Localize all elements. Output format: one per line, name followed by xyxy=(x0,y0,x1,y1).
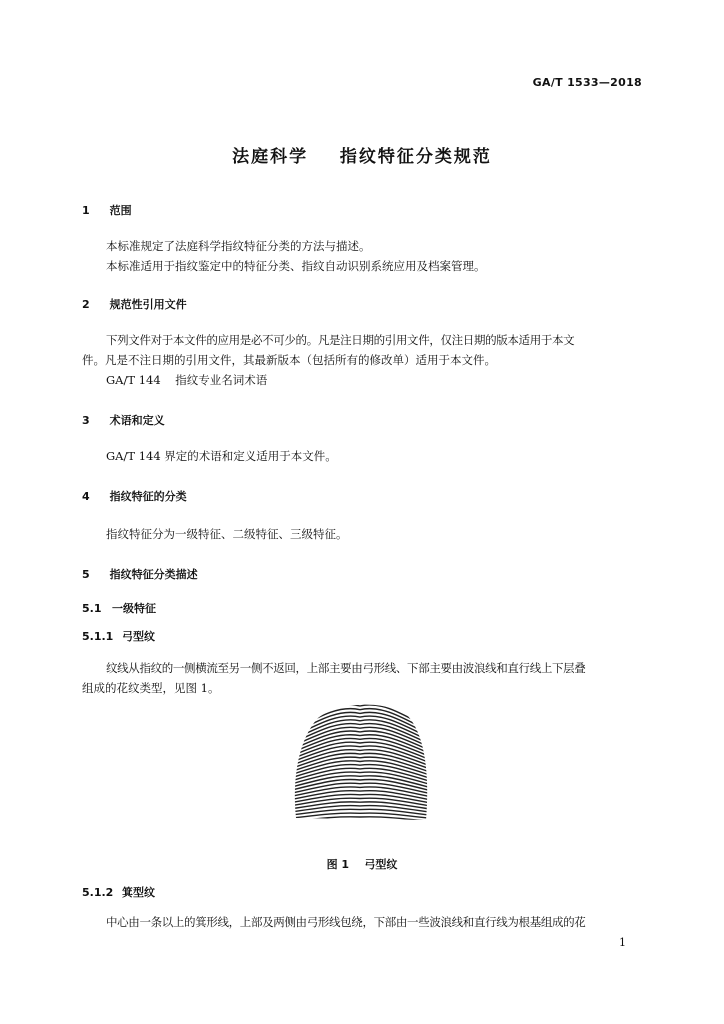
terms-paragraph: GA/T 144 界定的术语和定义适用于本文件。 xyxy=(106,449,337,463)
arch-paragraph-line-1: 纹线从指纹的一侧横流至另一侧不返回，上部主要由弓形线、下部主要由波浪线和直行线上下层叠 xyxy=(106,661,586,675)
references-paragraph-line-2: 件。凡是不注日期的引用文件，其最新版本（包括所有的修改单）适用于本文件。 xyxy=(82,353,496,367)
section-title: 弓型纹 xyxy=(122,630,155,643)
section-number: 1 xyxy=(82,204,90,217)
scope-paragraph-1: 本标准规定了法庭科学指纹特征分类的方法与描述。 xyxy=(106,239,371,253)
document-title: 法庭科学 指纹特征分类规范 xyxy=(232,147,492,167)
ridge-line xyxy=(288,821,432,825)
section-title: 术语和定义 xyxy=(109,414,165,427)
references-paragraph-line-1: 下列文件对于本文件的应用是必不可少的。凡是注日期的引用文件，仅注日期的版本适用于本文 xyxy=(106,333,575,347)
ridge-line xyxy=(288,828,432,830)
section-5-1-2-heading xyxy=(82,884,155,900)
ridge-line xyxy=(288,779,432,792)
arch-fingerprint-image xyxy=(288,700,432,830)
section-title: 范围 xyxy=(109,204,132,217)
section-number: 5.1.2 xyxy=(82,886,114,899)
section-title: 一级特征 xyxy=(112,602,156,615)
arch-paragraph-line-2: 组成的花纹类型，见图 1。 xyxy=(82,681,220,695)
section-number: 5.1.1 xyxy=(82,630,114,643)
section-title: 指纹特征分类描述 xyxy=(109,568,198,581)
section-2-heading xyxy=(82,296,187,312)
section-number: 5 xyxy=(82,568,90,581)
section-number: 3 xyxy=(82,414,90,427)
section-3-heading xyxy=(82,412,165,428)
standard-number: GA/T 1533—2018 xyxy=(532,76,642,89)
figure-caption: 图 1 弓型纹 xyxy=(326,858,398,871)
section-1-heading xyxy=(82,202,132,218)
ridge-line xyxy=(288,783,432,795)
classification-paragraph: 指纹特征分为一级特征、二级特征、三级特征。 xyxy=(106,527,348,541)
scope-paragraph-2: 本标准适用于指纹鉴定中的特征分类、指纹自动识别系统应用及档案管理。 xyxy=(106,259,486,273)
section-4-heading xyxy=(82,488,187,504)
section-title: 指纹特征的分类 xyxy=(109,490,187,503)
section-title: 规范性引用文件 xyxy=(109,298,187,311)
section-number: 5.1 xyxy=(82,602,102,615)
section-5-1-1-heading xyxy=(82,628,155,644)
section-5-heading xyxy=(82,566,198,582)
ridge-line xyxy=(288,817,432,822)
ridge-line xyxy=(288,824,432,828)
section-title: 箕型纹 xyxy=(122,886,155,899)
ridge-line xyxy=(288,813,432,819)
section-number: 4 xyxy=(82,490,90,503)
page-number: 1 xyxy=(619,936,626,949)
section-5-1-heading xyxy=(82,600,156,616)
section-number: 2 xyxy=(82,298,90,311)
reference-entry: GA/T 144 指纹专业名词术语 xyxy=(106,373,268,387)
loop-paragraph-line-1: 中心由一条以上的箕形线，上部及两侧由弓形线包绕，下部由一些波浪线和直行线为根基组成的花 xyxy=(106,915,586,929)
